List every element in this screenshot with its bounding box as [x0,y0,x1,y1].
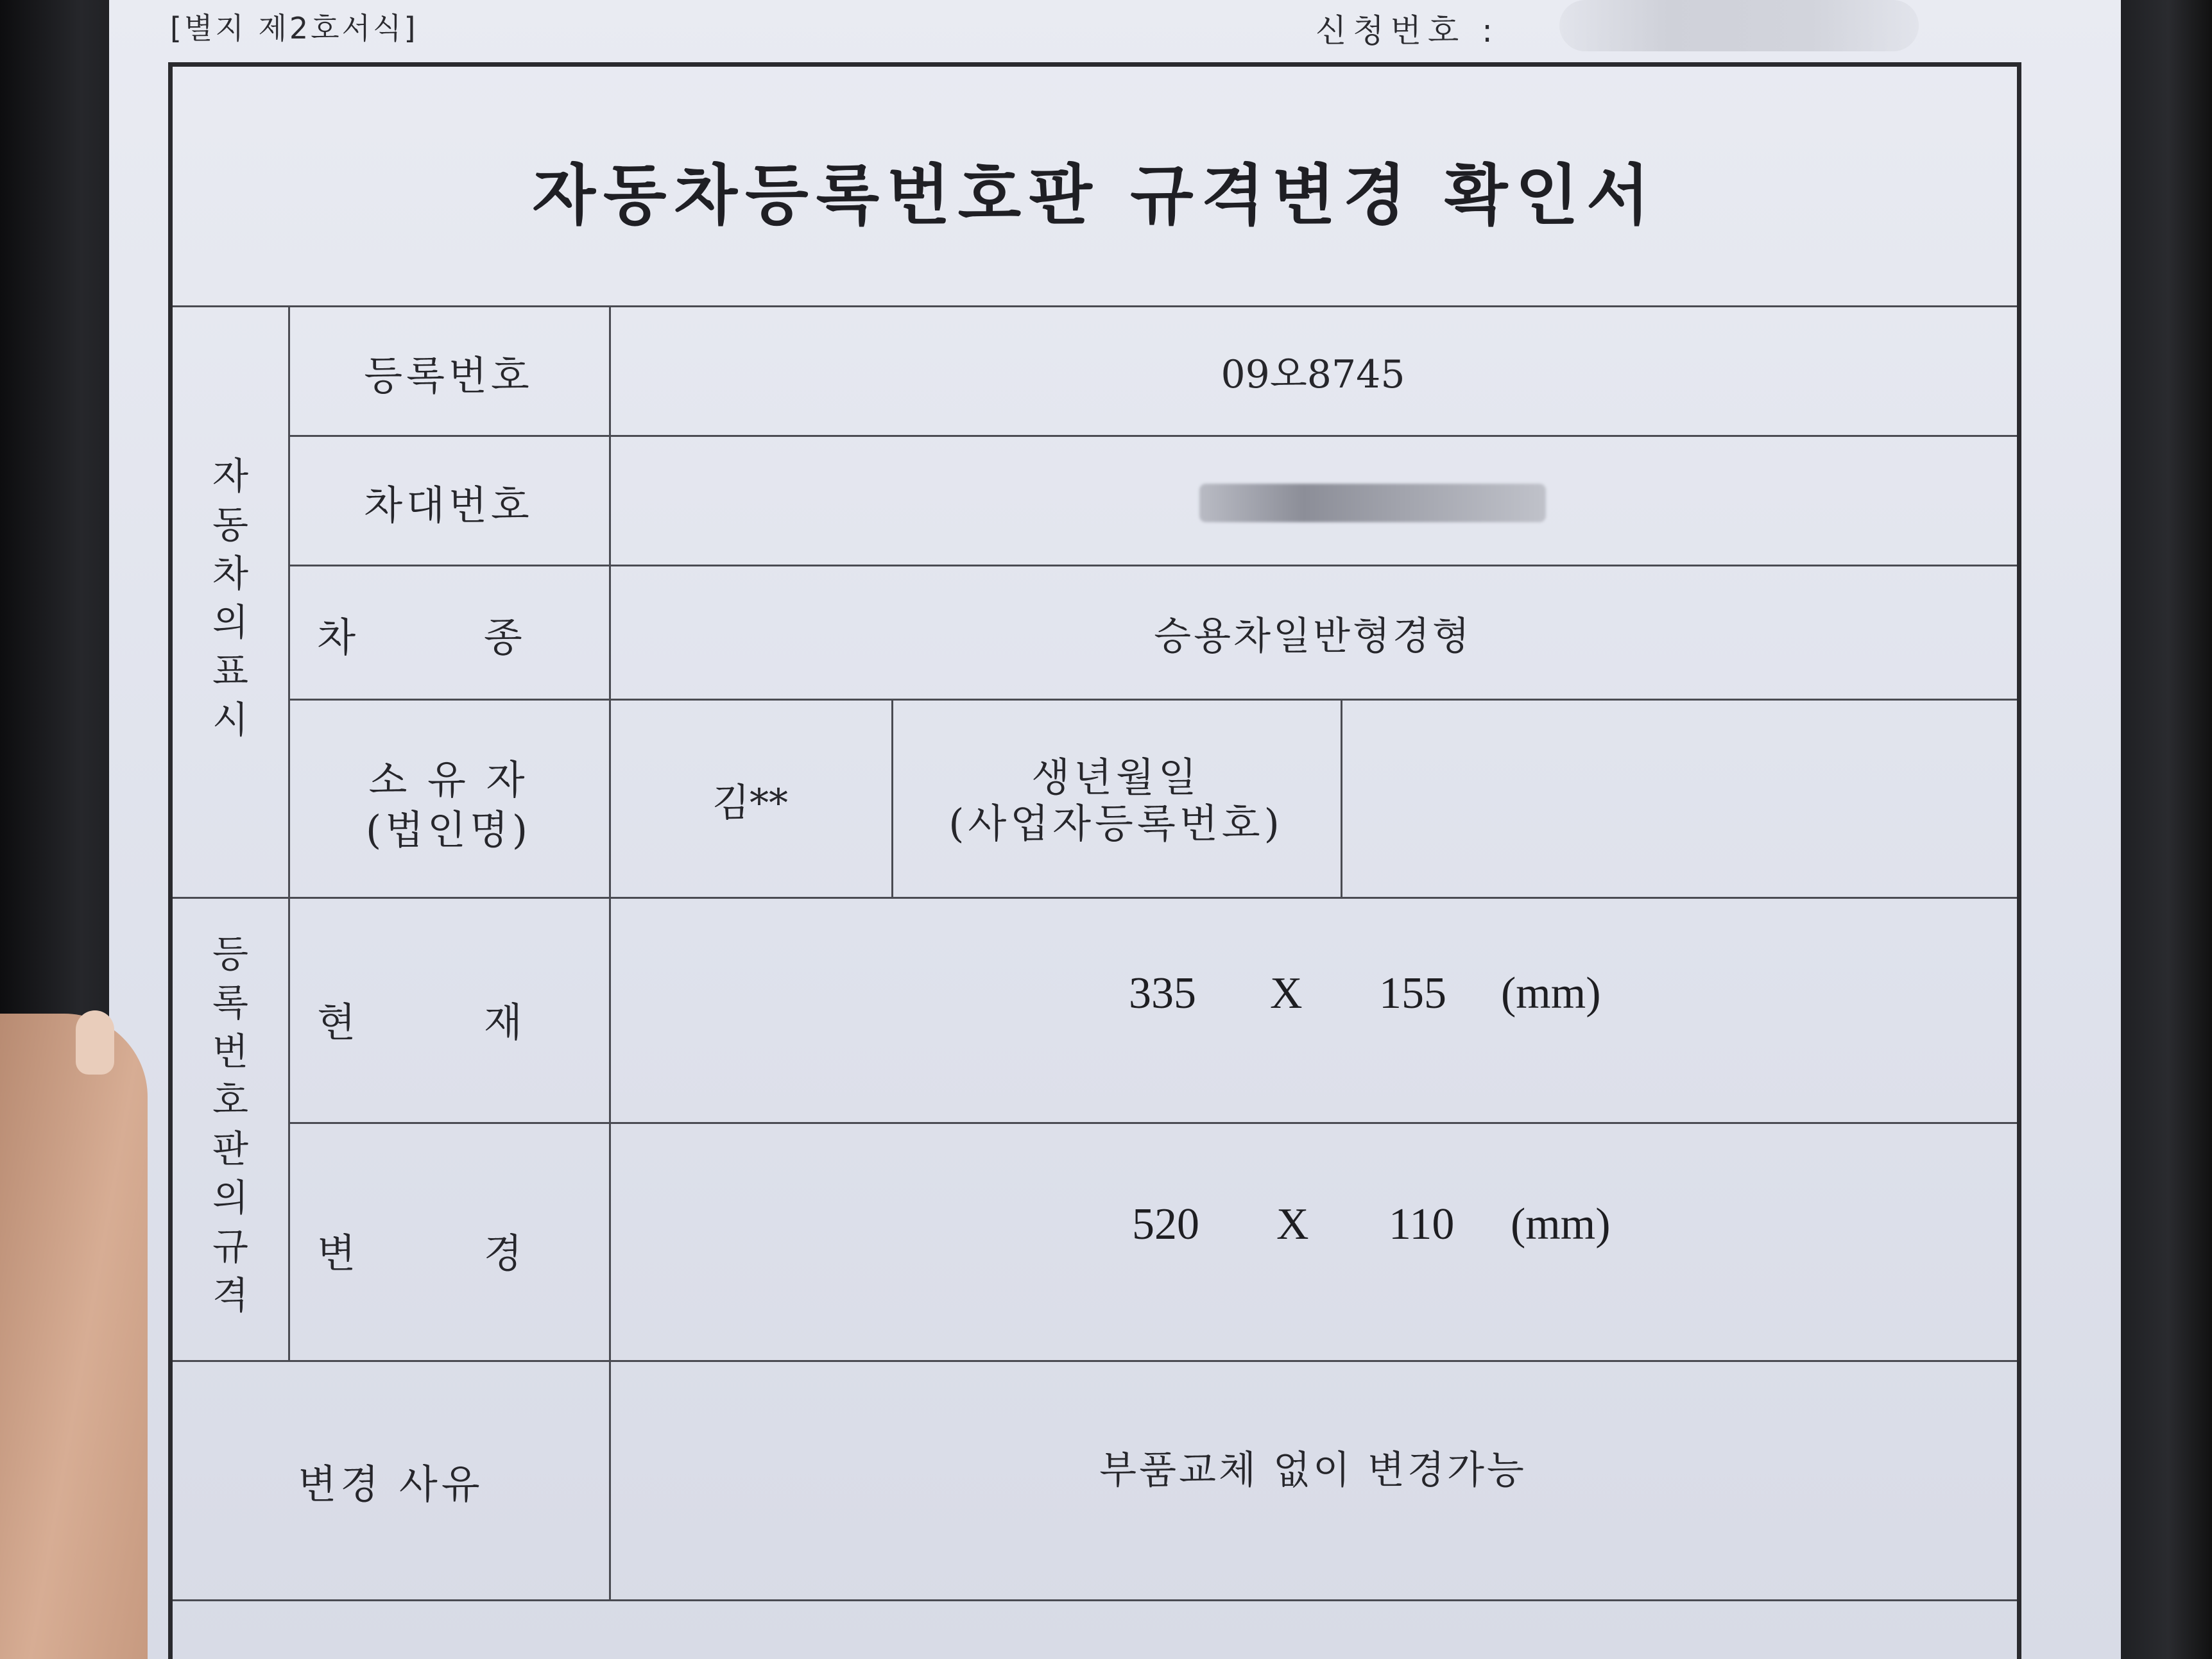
rule-section1-bottom [173,897,2017,899]
plate-spec-section-label: 등록번호판의규격 [212,932,249,1317]
document-paper [109,0,2121,1659]
current-unit: (mm) [1501,969,1601,1018]
changed-spec-label: 변 경 [317,1230,580,1277]
changed-times-symbol: X [1276,1200,1309,1249]
thumb-nail [76,1010,114,1075]
registration-number-value: 09오8745 [1221,352,1405,397]
reason-value: 부품교체 없이 변경가능 [1099,1448,1527,1493]
rule-row5 [288,1122,2017,1124]
changed-spec-dimensions [1132,1199,1774,1257]
owner-label-line2: (법인명) [365,806,532,853]
current-height-value: 155 [1379,969,1446,1018]
rule-title-bottom [173,305,2017,307]
holding-thumb [0,1014,148,1659]
current-spec-label: 현 재 [317,999,580,1046]
vehicle-type-value: 승용차일반형경형 [1154,614,1472,659]
rule-section2-bottom [173,1360,2017,1362]
chassis-number-label: 차대번호 [364,482,533,529]
reason-label: 변경 사유 [298,1461,484,1508]
owner-label-line1: 소 유 자 [368,756,529,803]
rule-row3 [288,699,2017,701]
changed-unit: (mm) [1511,1200,1611,1249]
application-number-label: 신청번호 : [1316,12,1499,49]
changed-height-value: 110 [1389,1200,1455,1249]
rule-row2 [288,565,2017,566]
chassis-number-redacted [1199,484,1546,522]
rule-row1 [288,435,2017,437]
owner-name-value: 김** [712,781,788,826]
application-number-redacted [1559,0,1919,51]
changed-width-value: 520 [1132,1200,1199,1249]
vehicle-section-label: 자동차의표시 [212,454,249,742]
rule-reason-bottom [173,1599,2017,1601]
rule-birth-col [1341,699,1342,897]
current-times-symbol: X [1270,969,1303,1018]
birth-label-line2: (사업자등록번호) [948,800,1283,847]
document-title: 자동차등록번호판 규격변경 확인서 [532,157,1658,234]
registration-number-label: 등록번호 [364,352,533,399]
vehicle-type-label: 차 종 [317,614,580,661]
current-width-value: 335 [1129,969,1196,1018]
rule-label-col [609,305,611,1599]
form-code: [별지 제2호서식] [170,11,418,46]
form-table [168,62,2021,1659]
birth-label-line1: 생년월일 [1031,754,1201,801]
current-spec-dimensions [1129,968,1770,1026]
